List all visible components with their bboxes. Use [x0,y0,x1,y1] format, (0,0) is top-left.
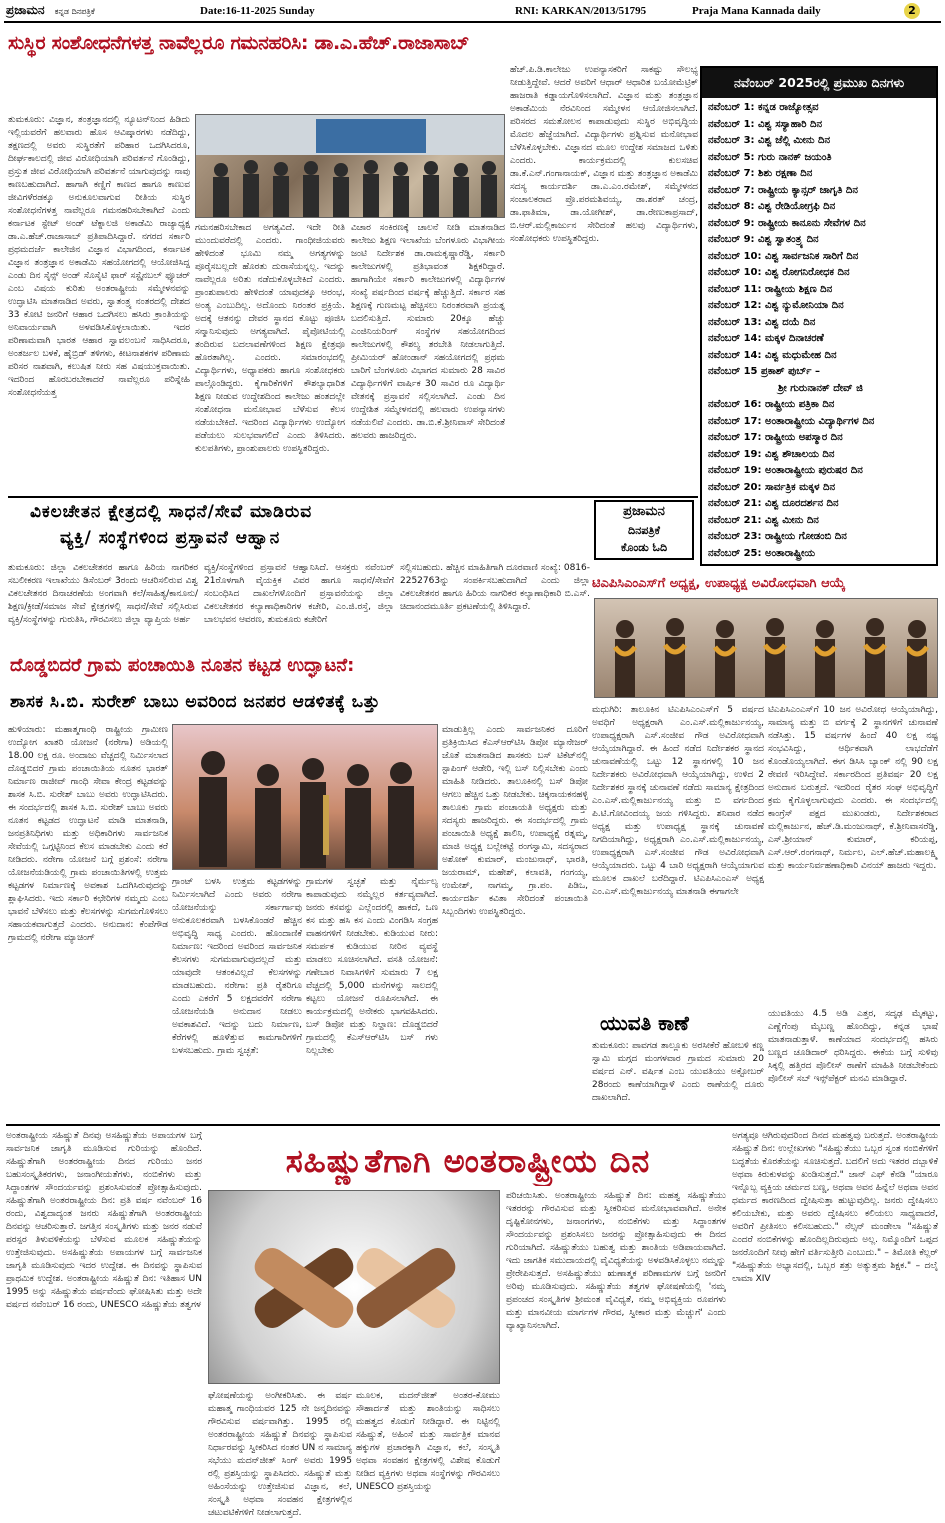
promo-line-3: ಕೊಂಡು ಓದಿ [620,541,668,554]
promo-box [594,500,694,560]
hands-photo-art [209,1191,500,1384]
tolerance-column-3: ಮೂಲಕ, ಮದನ್‌ಜೀತ್ ಅಂತರ-ಕೋಮು ಸೌಹಾರ್ದತೆ ಮತ್ತು ಶಾಂತಿಯನ್ನು ಸಾಧಿಸಲು ಮಹತ್ವದ ಕೊಡುಗೆ ನೀಡಿದ್ದಾರೆ. ಈ ನಿಟ್ಟಿನಲ್ಲಿ ಸಹಿಷ್ಣುತೆ, ಅಹಿಂಸೆ ಮತ್ತು ಸಾರ್ವತ್ರಿಕ ಮಾನವ ಹಕ್ಕುಗಳ ಪ್ರಚಾರಕ್ಕಾಗಿ ವಿಜ್ಞಾನ, ಕಲೆ, ಸಂಸ್ಕೃತಿ ಅಥವಾ ಸಂವಹನ ಕ್ಷೇತ್ರಗಳಲ್ಲಿ ವಿಶೇಷ ಕೊಡುಗೆ ನೀಡಿದ ವ್ಯಕ್ತಿಗಳು ಅಥವಾ ಸಂಸ್ಥೆಗಳನ್ನು ಗೌರವಿಸಲು UNESCO ಪ್ರಶಸ್ತಿಯನ್ನು [356,1391,500,1492]
inauguration-photo [172,724,438,870]
lead-column-4: ಹೆಚ್.ಪಿ.ಡಿ.ಕಾಲೇಜು ಉಪನ್ಯಾಸಕರಿಗೆ ಸಾಕಷ್ಟು ಸೌಲಭ್ಯ ನೀಡುತ್ತಿದ್ದೇವೆ. ಆದರೆ ಅವರಿಗೆ ಆಧಾರ್ ಆಧಾರಿತ ಬಯೋಮೆಟ್ರಿಕ್ ಹಾಜರಾತಿ ಕಡ್ಡಾಯಗೊಳಿಸಲಾಗಿದೆ. ವಿಜ್ಞಾನ ಮತ್ತು ತಂತ್ರಜ್ಞಾನ ಅಕಾಡೆಮಿಯ ನೆರವಿನಿಂದ ಸಮ್ಮೇಳನ ಆಯೋಜಿಸಲಾಗಿದೆ. ಪರಿಸರದ ಸಮತೋಲನ ಕಾಪಾಡುವುದು ಸುಸ್ಥಿರ ಅಭಿವೃದ್ಧಿಯ ಮೊದಲ ಹೆಜ್ಜೆಯಾಗಿದೆ. ವಿದ್ಯಾರ್ಥಿಗಳು ಪ್ರಶ್ನಿಸುವ ಮನೋಭಾವ ಬೆಳೆಸಿಕೊಳ್ಳಬೇಕು. ವಿಜ್ಞಾನದ ಮೂಲ ಉದ್ದೇಶ ಸಮಾಜದ ಒಳಿತು ಎಂದರು. ಕಾರ್ಯಕ್ರಮದಲ್ಲಿ ಕುಲಸಚಿವ ಡಾ.ಕೆ.ಎನ್.ಗಂಗಾನಾಯಕ್, ವಿಜ್ಞಾನ ಮತ್ತು ತಂತ್ರಜ್ಞಾನ ಅಕಾಡೆಮಿ ಸದಸ್ಯ ಕಾರ್ಯದರ್ಶಿ ಡಾ.ಎ.ಎಂ.ರಮೇಶ್, ಸಮ್ಮೇಳನದ ಸಂಚಾಲಕರಾದ ಪ್ರೊ.ಪರಮಶಿವಯ್ಯ, ಡಾ.ಶರತ್ ಚಂದ್ರ, ಡಾ.ಫಾತಿಮಾ, ಡಾ.ಯೋಗೀಶ್, ಡಾ.ರೇಣುಕಾಪ್ರಸಾದ್, ಬಿ.ಆರ್.ಮಲ್ಲಿಕಾರ್ಜುನ ಸೇರಿದಂತೆ ಹಲವು ವಿದ್ಯಾರ್ಥಿಗಳು, ಸಂಶೋಧಕರು ಉಪಸ್ಥಿತರಿದ್ದರು. [510,65,698,244]
lead-column-1: ತುಮಕೂರು: ವಿಜ್ಞಾನ, ತಂತ್ರಜ್ಞಾನದಲ್ಲಿ ನ್ಯೂಟನ್‌ನಿಂದ ಹಿಡಿದು ಇಲ್ಲಿಯವರೆಗೆ ಹಲವಾರು ಹೊಸ ಆವಿಷ್ಕಾರಗಳು ನಡೆದಿದ್ದು, ತಕ್ಷಣದಲ್ಲಿ ಅವರು ಸುಸ್ಥಿರತೆಗೆ ಪರಿಹಾರ ಒದಗಿಸಿದರೂ, ದೀರ್ಘಕಾಲದಲ್ಲಿ ಜೀವ ವಿರೋಧಿಯಾಗಿ ಪರಿವರ್ತನೆ ಗೊಂಡಿದ್ದು, ಪ್ರಸ್ತುತ ಜೀವ ವಿರೋಧಿಯಾಗಿ ಪರಿವರ್ತನೆ ಯಾಗುವುದನ್ನು ನಾವು ಕಾಣಬಹುದಾಗಿದೆ. ಹಾಗಾಗಿ ಕಣ್ಣಿಗೆ ಕಾಣದ ಹಾಗೂ ಕಾಣುವ ಜೀವಿಗಳೆರಡಕ್ಕೂ ಅನುಕೂಲವಾಗುವ ರೀತಿಯ ಸುಸ್ಥಿರ ಸಂಶೋಧನೆಗಳತ್ತ ನಾವೆಲ್ಲರೂ ಗಮನಹರಿಸಬೇಕಾಗಿದೆ ಎಂದು ಕರ್ನಾಟಕ ಸ್ಟೇಟ್ ಅಂಡ್ ಟೆಕ್ನಾಲಜಿ ಅಕಾಡೆಮಿ ರಾಜ್ಯಾಧ್ಯಕ್ಷ ಡಾ.ಎ.ಹೆಚ್.ರಾಜಾಸಾಬ್ ಪ್ರತಿಪಾದಿಸಿದ್ದಾರೆ. ನಗರದ ಸರ್ಕಾರಿ ಪ್ರಥಮದರ್ಜೆ ಕಾಲೇಜಿನ ವಿಜ್ಞಾನ ವಿಭಾಗದಿಂದ, ಕರ್ನಾಟಕ ವಿಜ್ಞಾನ ತಂತ್ರಜ್ಞಾನ ಅಕಾಡೆಮಿ ಸಹಯೋಗದಲ್ಲಿ ಆಯೋಜಿಸಿದ್ದ ಎಂಡು ದಿನ ಸೈನ್ಸ್ ಅಂಡ್ ಸೊಸೈಟಿ ಫಾರ್ ಸಸ್ಟೈನಬಲ್ ಫ್ಯೂಚರ್ ಎಂಬ ವಿಷಯ ಕುರಿತು ಅಂತರಾಷ್ಟ್ರೀಯ ಸಮ್ಮೇಳನವನ್ನು ಉದ್ಘಾಟಿಸಿ ಮಾತನಾಡಿದ ಅವರು, ಸ್ವಾತಂತ್ರ್ಯ ನಂತರದಲ್ಲಿ ದೇಶದ 33 ಕೋಟಿ ಜನರಿಗೆ ಆಹಾರ ಒದಗಿಸಲು ಹಸಿರು ಕ್ರಾಂತಿಯನ್ನು ಅನಿವಾರ್ಯವಾಗಿ ಅಳವಡಿಸಿಕೊಳ್ಳಲಾಯಿತು. ಇದರ ಪರಿಣಾಮವಾಗಿ ಭಾರತ ಆಹಾರ ಸ್ವಾವಲಂಬನೆ ಸಾಧಿಸಿದರೂ, ಅಂತರ್ಜಲ ಬಳಕೆ, ಹೈಬ್ರಿಡ್ ತಳಿಗಳು, ಕೀಟನಾಶಕಗಳ ಪರಿಣಾಮ ಪರಿಸರ ನಾಶವಾಗಿ, ಕಲುಷಿತ ನೀರು ಸಹ ವಿಷಯುಕ್ತವಾಯಿತು. ಇದರಿಂದ ಹೊರಬರಬೇಕಾದರೆ ನಾವೆಲ್ಲರೂ ಪರಿಸ್ನೇಹಿ ಸಂಶೋಧನೆಯತ್ತ [8,115,190,398]
paper-logo [6,3,186,27]
disabled-headline-1: ವಿಕಲಚೇತನ ಕ್ಷೇತ್ರದಲ್ಲಿ ಸಾಧನೆ/ಸೇವೆ ಮಾಡಿರುವ [30,502,313,522]
lead-column-2: ಗಮನಹರಿಸಬೇಕಾದ ಅಗತ್ಯವಿದೆ. ಇದೇ ರೀತಿ ಮುಂದುವರೆದಲ್ಲಿ ಎಂದರು. ಗಾಂಧೀಜಿಯವರು ಹೇಳಿದಂತೆ ಭೂಮಿ ನಮ್ಮ ಅಗತ್ಯಗಳನ್ನು ಪೂರೈಸಬಲ್ಲದೇ ಹೊರತು ದುರಾಸೆಯನ್ನಲ್ಲ. ಇದನ್ನು ನಾವೆಲ್ಲರೂ ಅರಿತು ನಡೆದುಕೊಳ್ಳಬೇಕಿದೆ ಎಂದರು. ಪ್ರಾಂಶುಪಾಲರು ಹೇಳಿದಂತೆ ಯಾವುದಕ್ಕೂ ಆರಂಭ, ಅಂತ್ಯ ಎಂಬುದಿಲ್ಲ. ಅದೊಂದು ನಿರಂತರ ಪ್ರಕ್ರಿಯೆ. ಅದಕ್ಕೆ ಆತನನ್ನು ದೇವರ ಸ್ಥಾನದ ಕೊಟ್ಟು ಪೂಜಿಸಿ ಸನ್ಮಾನಿಸುವುದು ಅಗತ್ಯವಾಗಿದೆ. ಪೈಪೋಟಿಯಲ್ಲಿ ತಂದಿರುವ ಬದಲಾವಣೆಗಳಿಂದ ಶಿಕ್ಷಣ ಕ್ಷೇತ್ರವೂ ಹೊರತಾಗಿಲ್ಲ. ಎಂದರು. ಸಮಾರಂಭದಲ್ಲಿ ವಿದ್ಯಾರ್ಥಿಗಳು, ಅಧ್ಯಾಪಕರು ಹಾಗೂ ಸಂಶೋಧಕರು ಪಾಲ್ಗೊಂಡಿದ್ದರು. ಕೈಗಾರಿಕೆಗಳಿಗೆ ಕೌಶಲ್ಯಾಧಾರಿತ ಶಿಕ್ಷಣ ನೀಡುವ ಉದ್ದೇಶದಿಂದ ಕಾಲೇಜು ಹಂತದಲ್ಲೇ ಸಂಶೋಧನಾ ಮನೋಭಾವ ಬೆಳೆಸುವ ಕೆಲಸ ನಡೆಯಬೇಕಿದೆ. ಇದರಿಂದ ವಿದ್ಯಾರ್ಥಿಗಳು ಉದ್ಯೋಗ ಪಡೆಯಲು ಸುಲಭವಾಗಲಿದೆ ಎಂದು ತಿಳಿಸಿದರು. ಕುಲಪತಿಗಳು, ಪ್ರಾಂಶುಪಾಲರು ಉಪಸ್ಥಿತರಿದ್ದರು. [195,223,345,454]
page-number: 2 [904,3,920,19]
day-item: ನವೆಂಬರ್ 15 ಪ್ರಕಾಶ್ ಪುರ್ಬ್ – [708,366,820,377]
tapcms-headline: ಟಿಎಪಿಸಿಎಂಎಸ್‌ಗೆ ಅಧ್ಯಕ್ಷ, ಉಪಾಧ್ಯಕ್ಷ ಅವಿರೋಧವಾಗಿ ಆಯ್ಕೆ [592,576,846,591]
day-item: ನವೆಂಬರ್ 21: ವಿಶ್ವ ದೂರದರ್ಶನ ದಿನ [708,498,839,509]
day-item: ನವೆಂಬರ್ 25: ಅಂತಾರಾಷ್ಟ್ರೀಯ [708,547,816,559]
hands-photo [208,1190,500,1384]
day-item: ನವೆಂಬರ್ 17: ರಾಷ್ಟ್ರೀಯ ಅಪಸ್ಮಾರ ದಿನ [708,432,843,443]
day-item: ನವೆಂಬರ್ 19: ಅಂತಾರಾಷ್ಟ್ರೀಯ ಪುರುಷರ ದಿನ [708,465,863,476]
day-item: ನವೆಂಬರ್ 7: ರಾಷ್ಟ್ರೀಯ ಕ್ಯಾನ್ಸರ್ ಜಾಗೃತಿ ದಿನ [708,184,858,196]
section-divider [6,1124,940,1126]
day-item: ನವೆಂಬರ್ 20: ಸಾರ್ವತ್ರಿಕ ಮಕ್ಕಳ ದಿನ [708,481,836,493]
promo-line-1: ಪ್ರಜಾಮನ [623,504,665,519]
day-item: ನವೆಂಬರ್ 5: ಗುರು ನಾನಕ್ ಜಯಂತಿ [708,151,832,163]
disabled-column-3: ಸಲ್ಲಿಸಬಹುದು. ಹೆಚ್ಚಿನ ಮಾಹಿತಿಗಾಗಿ ದೂರವಾಣಿ ಸಂಖ್ಯೆ: 0816-2252763ನ್ನು ಸಂಪರ್ಕಿಸಬಹುದಾಗಿದೆ ಎಂದು ಜಿಲ್ಲಾ ವಿಕಲಚೇತನರ ಹಾಗೂ ಹಿರಿಯ ನಾಗರಿಕರ ಕಲ್ಯಾಣಾಧಿಕಾರಿ ಬಿ.ಎಸ್. ಚಿದಾನಂದಮೂರ್ತಿ ಪ್ರಕಟಣೆಯಲ್ಲಿ ತಿಳಿಸಿದ್ದಾರೆ. [400,563,590,612]
panchayat-column-2: ಗ್ರಾಂಟ್ ಬಳಸಿ ಉತ್ತಮ ಕಟ್ಟಡಗಳನ್ನು ನಿರ್ಮಿಸಲಾಗಿದೆ ಎಂದು ಅವರು ನರೇಗಾ ಯೋಜನೆಯನ್ನು ಸರ್ಕಾರ್ಗಾವು ಅನುಕೂಲಕರವಾಗಿ ಬಳಸಿಕೊಂಡರೆ ಹೆಚ್ಚಿನ ಅಭಿವೃದ್ಧಿ ಸಾಧ್ಯ ಎಂದರು. ಹೊಂದಾಣಿಕೆ ನಿರ್ಮಾಣ: ಇದರಿಂದ ಅವರಿಂದ ಸಾರ್ವಜನಿಕ ಕೆಲಸಗಳು ಸುಗಮವಾಗುವುದಲ್ಲದೆ ಮತ್ತು ಯಾವುದೇ ಆತಂಕವಿಲ್ಲದೆ ಕೆಲಸಗಳನ್ನು ಮಾಡಬಹುದು. ನರೇಗಾ: ಪ್ರತಿ ರೈತರಿಗೂ ಎಂದು ಎಕರೆಗೆ 5 ಲಕ್ಷದವರೆಗೆ ನರೇಗಾ ಯೋಜನೆಯಡಿ ಅನುದಾನ ನೀಡಲು ಅವಕಾಶವಿದೆ. ಇದನ್ನು ಬದು ನಿರ್ಮಾಣ, ಕೆರೆಗಳಲ್ಲಿ ಹೂಳೆತ್ತುವ ಕಾಮಗಾರಿಗಳಿಗೆ ಬಳಸಬಹುದು. ಗ್ರಾಮ ಸ್ವಚ್ಛತೆ: [172,877,302,1056]
day-item: ನವೆಂಬರ್ 10: ವಿಶ್ವ ರೋಗನಿರೋಧಕ ದಿನ [708,267,850,278]
day-item: ನವೆಂಬರ್ 7: ಶಿಶು ರಕ್ಷಣಾ ದಿನ [708,168,813,179]
missing-column-1: ತುಮಕೂರು: ಪಾವಗಡ ತಾಲ್ಲೂಕು ಅರಸೀಕೆರೆ ಹೋಬಳಿ ಕಣ್ಣ ಸ್ವಾಮಿ ಮಗ್ಗದ ಮಂಗಳವಾರ ಗ್ರಾಮದ ಸುಮಾರು 20 ವರ್ಷದ ಎನ್. ವರ್ಷಿತ ಎಂಬ ಯುವತಿಯು ಅಕ್ಟೋಬರ್ 28ರಂದು ಕಾಣೆಯಾಗಿದ್ದಾಳೆ ಎಂದು ಠಾಣೆಯಲ್ಲಿ ದೂರು ದಾಖಲಾಗಿದೆ. [592,1041,764,1103]
day-item: ನವೆಂಬರ್ 8: ವಿಶ್ವ ರೇಡಿಯೋಗ್ರಫಿ ದಿನ [708,201,836,212]
panchayat-column-1: ಹುಳಿಯಾರು: ಮಹಾತ್ಮಗಾಂಧಿ ರಾಷ್ಟ್ರೀಯ ಗ್ರಾಮೀಣ ಉದ್ಯೋಗ ಖಾತರಿ ಯೋಜನೆ (ನರೇಗಾ) ಅಡಿಯಲ್ಲಿ 18.00 ಲಕ್ಷ ರೂ. ಅಂದಾಜು ವೆಚ್ಚದಲ್ಲಿ ನಿರ್ಮಿಸಲಾದ ದೊಡ್ಡಬಿದರೆ ಗ್ರಾಮ ಪಂಚಾಯಿತಿಯ ನೂತನ ಭಾರತ್ ನಿರ್ಮಾಣ ರಾಜೀವ್ ಗಾಂಧಿ ಸೇವಾ ಕೇಂದ್ರ ಕಟ್ಟಡವನ್ನು ಶಾಸಕ ಸಿ.ಬಿ. ಸುರೇಶ್ ಬಾಬು ಅವರು ಉದ್ಘಾಟಿಸಿದರು. ಈ ಸಂದರ್ಭದಲ್ಲಿ ಶಾಸಕ ಸಿ.ಬಿ. ಸುರೇಶ್ ಬಾಬು ಅವರು ನೂತನ ಕಟ್ಟಡದ ಉದ್ಘಾಟನೆ ಮಾಡಿ ಮಾತನಾಡಿ, ಜನಪ್ರತಿನಿಧಿಗಳು ಮತ್ತು ಅಧಿಕಾರಿಗಳು ಸಾರ್ವಜನಿಕ ಸೇವೆಯಲ್ಲಿ ಒಗ್ಗಟ್ಟಿನಿಂದ ಕೆಲಸ ಮಾಡಬೇಕು ಎಂದು ಕರೆ ನೀಡಿದರು. ನರೇಗಾ ಯೋಜನೆ ಬಗ್ಗೆ ಪ್ರಶಂಸೆ: ನರೇಗಾ ಯೋಜನೆಯಡಿಯಲ್ಲಿ ಗ್ರಾಮ ಪಂಚಾಯಿತಿಗಳಲ್ಲಿ ಉತ್ತಮ ಕಟ್ಟಡಗಳ ನಿರ್ಮಾಣಕ್ಕೆ ಅವಕಾಶ ಒದಗಿಸಿರುವುದನ್ನು ಶ್ಲಾಘಿಸಿದರು. ಇದು ಸರ್ಕಾರಿ ಕಛೇರಿಗಳ ನಮ್ಮದು ಎಂಬ ಭಾವನೆ ಬೆಳೆಸಲು ಮತ್ತು ಕೆಲಸಗಳನ್ನು ಸುಗಮಗೊಳಿಸಲು ಸಹಾಯಕವಾಗುತ್ತದೆ ಎಂದರು. ಅನುದಾನ: ಕೆಂಪೆಗೌಡ ಗ್ರಾಮದಲ್ಲಿ ನರೇಗಾ ಮ್ಯಾಚಿಂಗ್ [8,725,168,943]
tolerance-headline: ಸಹಿಷ್ಣುತೆಗಾಗಿ ಅಂತರಾಷ್ಟ್ರೀಯ ದಿನ [285,1142,651,1180]
conference-photo [195,114,505,218]
day-item: ನವೆಂಬರ್ 12: ವಿಶ್ವ ನ್ಯುಮೋನಿಯಾ ದಿನ [708,300,844,311]
november-days-box [700,66,938,566]
disabled-column-2: ವ್ಯಕ್ತಿ/ಸಂಸ್ಥೆಗಳಿಂದ ಪ್ರಸ್ತಾವನೆ ಆಹ್ವಾನಿಸಿದೆ. ಆಸಕ್ತರು ನವೆಂಬರ್ 21ರೊಳಗಾಗಿ ವೈಯಕ್ತಿಕ ವಿವರ ಹಾಗೂ ಸಾಧನೆ/ಸೇವೆಗೆ ಸಂಬಂಧಿಸಿದ ದಾಖಲೆಗಳೊಂದಿಗೆ ಪ್ರಸ್ತಾವನೆಯನ್ನು ಜಿಲ್ಲಾ ವಿಕಲಚೇತನರ ಕಲ್ಯಾಣಾಧಿಕಾರಿಗಳ ಕಚೇರಿ, ಎಂ.ಜಿ.ರಸ್ತೆ, ಜಿಲ್ಲಾ ಬಾಲಭವನ ಆವರಣ, ತುಮಕೂರು ಕಚೇರಿಗೆ [204,563,394,625]
day-item: ಶ್ರೀ ಗುರುನಾನಕ್ ದೇವ್ ಜಿ [778,382,863,394]
day-item: ನವೆಂಬರ್ 9: ರಾಷ್ಟ್ರೀಯ ಕಾನೂನು ಸೇವೆಗಳ ದಿನ [708,217,866,229]
day-item: ನವೆಂಬರ್ 16: ರಾಷ್ಟ್ರೀಯ ಪತ್ರಿಕಾ ದಿನ [708,399,835,410]
missing-column-2: ಯುವತಿಯು 4.5 ಅಡಿ ಎತ್ತರ, ಸದೃಢ ಮೈಕಟ್ಟು, ಎಣ್ಣೆಗೆಂಪು ಮೈಬಣ್ಣ ಹೊಂದಿದ್ದು, ಕನ್ನಡ ಭಾಷೆ ಮಾತನಾಡುತ್ತಾಳೆ. ಕಾಣೆಯಾದ ಸಂದರ್ಭದಲ್ಲಿ ಹಸಿರು ಬಣ್ಣದ ಚೂಡಿದಾರ್ ಧರಿಸಿದ್ದರು. ಈಕೆಯ ಬಗ್ಗೆ ಸುಳಿವು ಸಿಕ್ಕಲ್ಲಿ ಹತ್ತಿರದ ಪೊಲೀಸ್ ಠಾಣೆಗೆ ಮಾಹಿತಿ ನೀಡಬೇಕೆಂದು ಪೊಲೀಸ್ ಸಬ್ ಇನ್ಸ್‌ಪೆಕ್ಟರ್ ಮನವಿ ಮಾಡಿದ್ದಾರೆ. [768,1009,938,1084]
day-item: ನವೆಂಬರ್ 23: ರಾಷ್ಟ್ರೀಯ ಗೋಡಂಬಿ ದಿನ [708,531,847,542]
masthead-divider [4,21,941,23]
tapcms-column-2: ಟಿಎಪಿಸಿಎಂಎಸ್‌ಗೆ 10 ಜನ ಅವಿರೋಧ ಆಯ್ಕೆಯಾಗಿದ್ದು, ಸಾಮಾನ್ಯ ಮತ್ತು ಬಿ ವರ್ಗಕ್ಕೆ 2 ಸ್ಥಾನಗಳಿಗೆ ಚುನಾವಣೆ ನಡೆಸಿತ್ತು. 15 ವರ್ಷಗಳ ಹಿಂದೆ 40 ಲಕ್ಷ ನಷ್ಟ ಸಂಭವಿಸಿದ್ದು, ಆರ್ಥಿಕವಾಗಿ ಲಾಭದೆಡೆಗೆ ಕೊಂಡೊಯ್ಯಲಾಗಿದೆ. ಈಗ ಡಿಸಿಸಿ ಬ್ಯಾಂಕ್ ನಲ್ಲಿ 90 ಲಕ್ಷ ಠೇವಣಿ ಇರಿಸಿದ್ದೇವೆ. ಸರ್ಕಾರದಿಂದ ಪ್ರತಿವರ್ಷ 20 ಲಕ್ಷ ಅನುದಾನ ಬರುತ್ತದೆ. ಇದರಿಂದ ರೈತರ ಸಂಘ ಅಭಿವೃದ್ಧಿಗೆ ಕ್ರಮ ಕೈಗೊಳ್ಳಲಾಗುವುದು ಎಂದರು. ಈ ಸಂದರ್ಭದಲ್ಲಿ ಕಾಂಗ್ರೆಸ್ ಪಕ್ಷದ ಮುಖಂಡರು, ನಿರ್ದೇಶಕರಾದ ಮಲ್ಲಿಕಾರ್ಜುನ, ಹೆಚ್.ಡಿ.ಮಂಜುನಾಥ್, ಕೆ.ಶ್ರೀನಿವಾಸರೆಡ್ಡಿ, ಎಸ್.ಶ್ರೀಯಾನ್ ಕುಮಾರ್, ಕರಿಯಪ್ಪ, ಎಸ್.ಆರ್.ರಂಗನಾಥ್, ನಿರ್ಮಲ, ಎಲ್.ಹೆಚ್.ಮಹಾಲಕ್ಷ್ಮಿ ಮತ್ತು ಕಾರ್ಯನಿರ್ವಹಣಾಧಿಕಾರಿ ವಿನಯ್ ಹಾಜರು ಇದ್ದರು. [768,705,938,871]
tolerance-column-1: ಅಂತರಾಷ್ಟ್ರೀಯ ಸಹಿಷ್ಣುತೆ ದಿನವು ಅಸಹಿಷ್ಣುತೆಯ ಅಪಾಯಗಳ ಬಗ್ಗೆ ಸಾರ್ವಜನಿಕ ಜಾಗೃತಿ ಮೂಡಿಸುವ ಗುರಿಯನ್ನು ಹೊಂದಿದೆ. ಸಹಿಷ್ಣುತೆಗಾಗಿ ಅಂತರರಾಷ್ಟ್ರೀಯ ದಿನದ ಗುರಿಯು ಜನರ ಬಹುಸಂಸ್ಕೃತಿಕರಗಳು, ಜನಾಂಗೀಯತೆಗಳು, ನಂಬಿಕೆಗಳು ಮತ್ತು ಸಿದ್ಧಾಂತಗಳ ಸೌಂದರ್ಯವನ್ನು ಪ್ರಶಂಸಿಸುವಂತೆ ಪ್ರೋತ್ಸಾಹಿಸುವುದು. ಸಹಿಷ್ಣುತೆಗಾಗಿ ಅಂತರರಾಷ್ಟ್ರೀಯ ದಿನ: ಪ್ರತಿ ವರ್ಷ ನವೆಂಬರ್ 16 ರಂದು, ವಿಶ್ವದಾದ್ಯಂತ ಜನರು ಸಹಿಷ್ಣುತೆಗಾಗಿ ಅಂತರರಾಷ್ಟ್ರೀಯ ದಿನವನ್ನು ಆಚರಿಸುತ್ತಾರೆ. ಜಗತ್ತಿನ ಸಂಸ್ಕೃತಿಗಳು ಮತ್ತು ಜನರ ನಡುವೆ ಪರಸ್ಪರ ತಿಳುವಳಿಕೆಯನ್ನು ಬೆಳೆಸುವ ಮೂಲಕ ಸಹಿಷ್ಣುತೆಯನ್ನು ಉತ್ತೇಜಿಸುವುದು. ಅಸಹಿಷ್ಣುತೆಯ ಅಪಾಯಗಳ ಬಗ್ಗೆ ಸಾರ್ವಜನಿಕ ಜಾಗೃತಿ ಮೂಡಿಸುವುದು ಇದರ ಉದ್ದೇಶ. ಈ ದಿನವನ್ನು ಸ್ಥಾಪಿಸುವ ಪ್ರಾಥಮಿಕ ಉದ್ದೇಶ. ಅಂತರಾಷ್ಟ್ರೀಯ ಸಹಿಷ್ಣುತೆ ದಿನ: ಇತಿಹಾಸ UN 1995 ಅನ್ನು ಸಹಿಷ್ಣುತೆಯ ವರ್ಷವೆಂದು ಘೋಷಿಸಿತು ಮತ್ತು ಅದೇ ವರ್ಷದ ನವೆಂಬರ್ 16 ರಂದು, UNESCO ಸಹಿಷ್ಣುತೆಯ ತತ್ವಗಳ [6,1131,202,1310]
panchayat-column-4: ಮಾಡುತ್ತಿಲ್ಲ ಎಂದು ಸಾರ್ವಜನಿಕರ ದೂರಿಗೆ ಪ್ರತಿಕ್ರಿಯಿಸಿದ ಕೆಎಸ್‌ಆರ್‌ಟಿಸಿ ಡಿಪೋ ಮ್ಯಾನೇಜರ್ ಜೊತೆ ಮಾತನಾಡಿದ ಶಾಸಕರು ಬಸ್ ಟಿಕೆಟ್‌ನಲ್ಲಿ ಸ್ಟಾಪಿಂಗ್ ಆಡೇರಿ, ಇಲ್ಲಿ ಬಸ್ ನಿಲ್ಲಿಸಬೇಕು ಎಂದು ಮಾಹಿತಿ ನೀಡಿದರು. ತಾಲೂಕಿನಲ್ಲಿ ಬಸ್ ಡಿಪೋ ಆಗಲು ಹೆಚ್ಚಿನ ಒತ್ತು ನೀಡಬೇಕು. ಚಿಕ್ಕನಾಯಕನಹಳ್ಳಿ ತಾಲೂಕು ಗ್ರಾಮ ಪಂಚಾಯತಿ ಅಧ್ಯಕ್ಷರು ಮತ್ತು ಸದಸ್ಯರು ಹಾಜರಿದ್ದರು. ಈ ಸಂದರ್ಭದಲ್ಲಿ ಗ್ರಾಮ ಪಂಚಾಯಿತಿ ಅಧ್ಯಕ್ಷೆ ಶಾಲಿನಿ, ಉಪಾಧ್ಯಕ್ಷೆ ರತ್ನಮ್ಮ, ಮಾಜಿ ಅಧ್ಯಕ್ಷ ಬಲ್ಲೇಕಟ್ಟೆ ರಂಗಸ್ವಾಮಿ, ಸದಸ್ಯರಾದ ಅಶೋಕ್ ಕುಮಾರ್, ಮಂಜುನಾಥ್, ಭಾರತಿ, ಜಯರಾಮ್, ಮಹೇಶ್, ಕಲಾವತಿ, ಗಂಗಯ್ಯ, ಉಮೇಶ್, ನಾಗಮ್ಮ, ಗ್ರಾ.ಪಂ. ಪಿಡಿಒ, ಕಾರ್ಯದರ್ಶಿ ಕವಿತಾ ಸೇರಿದಂತೆ ಪಂಚಾಯಿತಿ ಸಿಬ್ಬಂದಿಗಳು ಉಪಸ್ಥಿತರಿದ್ದರು. [442,725,588,917]
lead-column-3: ವಿಚಾರ ಸಂಕಿರಣಕ್ಕೆ ಚಾಲನೆ ನೀಡಿ ಮಾತನಾಡಿದ ಕಾಲೇಜು ಶಿಕ್ಷಣ ಇಲಾಖೆಯ ಬೆಂಗಳೂರು ವಿಭಾಗೀಯ ಜಂಟಿ ನಿರ್ದೇಶಕ ಡಾ.ರಾಮಕೃಷ್ಣಾರೆಡ್ಡಿ, ಸರ್ಕಾರಿ ಕಾಲೇಜುಗಳಲ್ಲಿ ಪ್ರತಿಭಾವಂತ ಶಿಕ್ಷಕರಿದ್ದಾರೆ. ಹಾಗಾಗಿಯೇ ಸರ್ಕಾರಿ ಕಾಲೇಜುಗಳಲ್ಲಿ ವಿದ್ಯಾರ್ಥಿಗಳ ಸಂಖ್ಯೆ ಪರ್ಷದಿಂದ ವರ್ಷಕ್ಕೆ ಹೆಚ್ಚುತ್ತಿದೆ. ಸರ್ಕಾರ ಸಹ ಶಿಕ್ಷಣಕ್ಕೆ ಗುಣಮಟ್ಟ ಹೆಚ್ಚಿಸಲು ನಿರಂತರವಾಗಿ ಪ್ರಯತ್ನ ಬದಲಿಸುತ್ತಿದೆ. ಸುಮಾರು 20ಕ್ಕೂ ಹೆಚ್ಚು ಎಂಜಿನಿಯರಿಂಗ್ ಸಂಸ್ಥೆಗಳ ಸಹಯೋಗದಿಂದ ಕಾಲೇಜುಗಳಲ್ಲಿ ಕೌಶಲ್ಯ ತರಬೇತಿ ನೀಡಲಾಗುತ್ತಿದೆ. ಪ್ರೀಮಿಯರ್ ಹೋಂಡಾನ್ ಸಹಯೋಗದಲ್ಲಿ ಪ್ರಥಮ ಬಾರಿಗೆ ಬೆಂಗಳೂರು ವಿಭಾಗದ ಸುಮಾರು 28 ಸಾವಿರ ವಿದ್ಯಾರ್ಥಿಗಳಿಗೆ ವಾರ್ಷಿಕ 30 ಸಾವಿರ ರೂ ವಿದ್ಯಾರ್ಥಿ ವೇತನಕ್ಕೆ ಪ್ರಸ್ತಾವನೆ ಸಲ್ಲಿಸಲಾಗಿದೆ. ಎಂಡು ದಿನ ಉದ್ದೇಶಿತ ಸಮ್ಮೇಳನದಲ್ಲಿ ಹಲವಾರು ಉಪನ್ಯಾಸಗಳು ನಡೆಯಲಿವೆ ಎಂದರು. ಡಾ.ಬಿ.ಕೆ.ಶ್ರೀನಿವಾಸ್ ಸೇರಿದಂತೆ ಹಲವರು ಹಾಜರಿದ್ದರು. [351,223,505,441]
conference-photo-art [196,115,505,218]
paper-sub: ಕನ್ನಡ ದಿನಪತ್ರಿಕೆ [54,7,95,16]
day-item: ನವೆಂಬರ್ 1: ವಿಶ್ವ ಸಸ್ಯಾಹಾರಿ ದಿನ [708,118,823,130]
paper-title-english: Praja Mana Kannada daily [692,5,821,17]
day-item: ನವೆಂಬರ್ 1: ಕನ್ನಡ ರಾಜ್ಯೋತ್ಸವ [708,102,819,113]
tolerance-column-2: ಘೋಷಣೆಯನ್ನು ಅಂಗೀಕರಿಸಿತು. ಈ ವರ್ಷ ಮಹಾತ್ಮ ಗಾಂಧಿಯವರ 125 ನೇ ಜನ್ಮದಿನವನ್ನು ಗೌರವಿಸುವ ವರ್ಷವಾಗಿತ್ತು. 1995 ರಲ್ಲಿ ಅಂತರರಾಷ್ಟ್ರೀಯ ಸಹಿಷ್ಣುತೆ ದಿನವನ್ನು ಸ್ಥಾಪಿಸುವ ನಿರ್ಧಾರವನ್ನು ಸ್ವೀಕರಿಸಿದ ನಂತರ UN ನ ಸಾಮಾನ್ಯ ಸಭೆಯು ಮದನ್‌ಜೀತ್ ಸಿಂಗ್ ಅವರು 1995 ರಲ್ಲಿ ಪ್ರಶಸ್ತಿಯನ್ನು ಸ್ಥಾಪಿಸಿದರು. ಸಹಿಷ್ಣುತೆ ಮತ್ತು ಅಹಿಂಸೆಯನ್ನು ಉತ್ತೇಜಿಸುವ ವಿಜ್ಞಾನ, ಕಲೆ, ಸಂಸ್ಕೃತಿ ಅಥವಾ ಸಂವಹನ ಕ್ಷೇತ್ರಗಳಲ್ಲಿನ ಚಟುವಟಿಕೆಗಳಿಗೆ ನೀಡಲಾಗುತ್ತದೆ. [208,1391,352,1518]
tolerance-column-5: ಅಗತ್ಯವೂ ಆಗಿರುವುದರಿಂದ ದಿನದ ಮಹತ್ವವು ಬರುತ್ತದೆ. ಅಂತರಾಷ್ಟ್ರೀಯ ಸಹಿಷ್ಣುತೆ ದಿನ: ಉಲ್ಲೇಖಗಳು "ಸಹಿಷ್ಣುತೆಯು ಒಬ್ಬರ ಸ್ವಂತ ನಂಬಿಕೆಗಳಿಗೆ ಬದ್ಧತೆಯ ಕೊರತೆಯನ್ನು ಸೂಚಿಸುತ್ತದೆ. ಬದಲಿಗೆ ಅದು ಇತರರ ದಬ್ಬಾಳಿಕೆ ಅಥವಾ ಕಿರುಕುಳವನ್ನು ಖಂಡಿಸುತ್ತದೆ." ಜಾನ್ ಎಫ್ ಕೆನಡಿ "ಯಾರೂ ಇನ್ನೊಬ್ಬ ವ್ಯಕ್ತಿಯ ಚರ್ಮದ ಬಣ್ಣ, ಅಥವಾ ಅವನ ಹಿನ್ನೆಲೆ ಅಥವಾ ಅವನ ಧರ್ಮದ ಕಾರಣದಿಂದ ದ್ವೇಷಿಸುತ್ತಾ ಹುಟ್ಟುವುದಿಲ್ಲ. ಜನರು ದ್ವೇಷಿಸಲು ಕಲಿಯಬೇಕು, ಮತ್ತು ಅವರು ದ್ವೇಷಿಸಲು ಕಲಿಯಲು ಸಾಧ್ಯವಾದರೆ, ಅವರಿಗೆ ಪ್ರೀತಿಸಲು ಕಲಿಸಬಹುದು." ನೆಲ್ಸನ್ ಮಂಡೇಲಾ "ಸಹಿಷ್ಣುತೆ ಎಂದರೆ ನಂಬಿಕೆಗಳನ್ನು ಹೊಂದಿಲ್ಲದಿರುವುದು ಅಲ್ಲ. ನಿಮ್ಮೊಂದಿಗೆ ಒಪ್ಪದ ಜನರೊಂದಿಗೆ ನೀವು ಹೇಗೆ ವರ್ತಿಸುತ್ತೀರಿ ಎಂಬುದು." – ತಿಮೋತಿ ಕೆಲ್ಲರ್ "ಸಹಿಷ್ಣುತೆಯ ಅಭ್ಯಾಸದಲ್ಲಿ, ಒಬ್ಬರ ಶತ್ರು ಅತ್ಯುತ್ತಮ ಶಿಕ್ಷಕ." – ದಲೈ ಲಾಮಾ XIV [732,1131,938,1284]
tapcms-column-1: ಮಧುಗಿರಿ: ತಾಲೂಕಿನ ಟಿಎಪಿಸಿಎಂಎಸ್‌ಗೆ 5 ವರ್ಷದ ಅವಧಿಗೆ ಅಧ್ಯಕ್ಷರಾಗಿ ಎಂ.ಎಸ್.ಮಲ್ಲಿಕಾರ್ಜುನಯ್ಯ, ಉಪಾಧ್ಯಕ್ಷರಾಗಿ ಎಸ್.ಸಂಜೀವ ಗೌಡ ಅವಿರೋಧವಾಗಿ ಆಯ್ಕೆಯಾಗಿದ್ದಾರೆ. ಈ ಹಿಂದೆ ನಡೆದ ನಿರ್ದೇಶಕರ ಸ್ಥಾನದ ಚುನಾವಣೆಯಲ್ಲಿ ಒಟ್ಟು 12 ಸ್ಥಾನಗಳಲ್ಲಿ 10 ಜನ ನಿರ್ದೇಶಕರು ಅವಿರೋಧವಾಗಿ ಆಯ್ಕೆಯಾಗಿದ್ದು, ಉಳಿದ 2 ನಿರ್ದೇಶಕರ ಸ್ಥಾನಕ್ಕೆ ಚುನಾವಣೆ ನಡೆದು ಸಾಮಾನ್ಯ ಕ್ಷೇತ್ರದಿಂದ ಎಂ.ಎಸ್.ಮಲ್ಲಿಕಾರ್ಜುನಯ್ಯ ಮತ್ತು ಬಿ ವರ್ಗದಿಂದ ಪಿ.ಟಿ.ಗೋವಿಂದಯ್ಯ ಜಯ ಗಳಿಸಿದ್ದರು. ಶನಿವಾರ ನಡೆದ ಅಧ್ಯಕ್ಷ ಮತ್ತು ಉಪಾಧ್ಯಕ್ಷ ಸ್ಥಾನಕ್ಕೆ ಚುನಾವಣೆ ನಿಗದಿಯಾಗಿದ್ದು, ಅಧ್ಯಕ್ಷರಾಗಿ ಎಂ.ಎಸ್.ಮಲ್ಲಿಕಾರ್ಜುನಯ್ಯ, ಉಪಾಧ್ಯಕ್ಷರಾಗಿ ಎಸ್.ಸಂಜೀವ ಗೌಡ ಅವಿರೋಧವಾಗಿ ಆಯ್ಕೆಯಾದರು. ಒಟ್ಟು 4 ಬಾರಿ ಅಧ್ಯಕ್ಷರಾಗಿ ಆಯ್ಕೆಯಾಗುವ ಮೂಲಕ ದಾಖಲೆ ಬರೆದಿದ್ದಾರೆ. ಟಿಎಪಿಸಿಎಂಎಸ್ ಅಧ್ಯಕ್ಷ ಎಂ.ಎಸ್.ಮಲ್ಲಿಕಾರ್ಜುನಯ್ಯ ಮಾತನಾಡಿ ಈಗಾಗಲೇ [592,705,764,897]
promo-line-2: ದಿನಪತ್ರಿಕೆ [628,524,660,537]
disabled-headline-2: ವ್ಯಕ್ತಿ/ ಸಂಸ್ಥೆಗಳಿಂದ ಪ್ರಸ್ತಾವನೆ ಆಹ್ವಾನ [60,528,281,548]
inauguration-photo-art [173,725,438,870]
tapcms-photo [594,598,938,698]
disabled-column-1: ತುಮಕೂರು: ಜಿಲ್ಲಾ ವಿಕಲಚೇತನರ ಹಾಗೂ ಹಿರಿಯ ನಾಗರಿಕರ ಸಬಲೀಕರಣ ಇಲಾಖೆಯು ಡಿಸೆಂಬರ್ 3ರಂದು ಆಚರಿಸಲಿರುವ ವಿಶ್ವ ವಿಕಲಚೇತನರ ದಿನಾಚರಣೆಯ ಅಂಗವಾಗಿ ಕಲೆ/ಸಾಹಿತ್ಯ/ಕಾನೂನು/ಶಿಕ್ಷಣ/ಕ್ರೀಡೆ/ಸಮಾಜ ಸೇವೆ ಕ್ಷೇತ್ರಗಳಲ್ಲಿ ಸಾಧನೆ/ಸೇವೆ ಸಲ್ಲಿಸಿರುವ ವ್ಯಕ್ತಿ/ಸಂಸ್ಥೆಗಳನ್ನು ಗುರುತಿಸಿ, ಗೌರವಿಸಲು ಜಿಲ್ಲಾ ವ್ಯಾಪ್ತಿಯ ಅರ್ಹ [8,563,198,625]
day-item: ನವೆಂಬರ್ 11: ರಾಷ್ಟ್ರೀಯ ಶಿಕ್ಷಣ ದಿನ [708,283,833,295]
panchayat-headline-2: ಶಾಸಕ ಸಿ.ಬಿ. ಸುರೇಶ್ ಬಾಬು ಅವರಿಂದ ಜನಪರ ಆಡಳಿತಕ್ಕೆ ಒತ್ತು [10,692,381,712]
rni-number: RNI: KARKAN/2013/51795 [515,5,647,17]
paper-name: ಪ್ರಜಾಮನ [6,3,45,17]
panchayat-column-3: ಗ್ರಾಮಗಳ ಸ್ವಚ್ಛತೆ ಮತ್ತು ನೈರ್ಮಲ್ಯ ಕಾಪಾಡುವುದು ನಮ್ಮೆಲ್ಲರ ಕರ್ತವ್ಯವಾಗಿದೆ. ಜನರು ಕಸವನ್ನು ಎಲ್ಲೆಂದರಲ್ಲಿ ಹಾಕದೆ, ಒಣ ಕಸ ಮತ್ತು ಹಸಿ ಕಸ ಎಂದು ವಿಂಗಡಿಸಿ ಸಂಗ್ರಹ ವಾಹನಗಳಿಗೆ ನೀಡಬೇಕು. ಕುಡಿಯುವ ನೀರು: ಸಮರ್ಪಕ ಕುಡಿಯುವ ನೀರಿನ ವ್ಯವಸ್ಥೆ ಮಾಡಲು ಸೂಚಿಸಲಾಗಿದೆ. ವಸತಿ ಯೋಜನೆ: ಗಣೇಬಾರ ನಿವಾಸಿಗಳಿಗೆ ಸುಮಾರು 7 ಲಕ್ಷ ವೆಚ್ಚದಲ್ಲಿ 5,000 ಮನೆಗಳನ್ನು ಸಾಲದಲ್ಲಿ ಕಟ್ಟಲು ಯೋಜನೆ ರೂಪಿಸಲಾಗಿದೆ. ಈ ಕಾರ್ಯಕ್ರಮದಲ್ಲಿ ಅನೇಕರು ಭಾಗವಹಿಸಿದರು. ಬಸ್ ಡಿಪೋ ಮತ್ತು ನಿಲ್ದಾಣ: ದೊಡ್ಡಬಿದರೆ ಗ್ರಾಮದಲ್ಲಿ ಕೆಎಸ್ಆರ್‌ಟಿಸಿ ಬಸ್ ಗಳು ನಿಲ್ಲಬೇಕು [306,877,438,1056]
november-days-title: ನವೆಂಬರ್ 2025ರಲ್ಲಿ ಪ್ರಮುಖ ದಿನಗಳು [702,68,936,98]
lead-headline: ಸುಸ್ಥಿರ ಸಂಶೋಧನೆಗಳತ್ತ ನಾವೆಲ್ಲರೂ ಗಮನಹರಿಸಿ: ಡಾ.ಎ.ಹೆಚ್.ರಾಜಾಸಾಬ್ [8,32,470,54]
day-item: ನವೆಂಬರ್ 3: ವಿಶ್ವ ಜೆಲ್ಲಿ ಮೀನು ದಿನ [708,135,831,146]
day-item: ನವೆಂಬರ್ 9: ವಿಶ್ವ ಸ್ವಾತಂತ್ರ್ಯ ದಿನ [708,234,819,245]
day-item: ನವೆಂಬರ್ 21: ವಿಶ್ವ ಮೀನು ದಿನ [708,514,819,526]
day-item: ನವೆಂಬರ್ 10: ವಿಶ್ವ ಸಾರ್ವಜನಿಕ ಸಾರಿಗೆ ದಿನ [708,250,859,262]
tapcms-photo-art [595,599,938,698]
november-days-list [708,100,934,562]
panchayat-headline-1: ದೊಡ್ಡಬಿದರೆ ಗ್ರಾಮ ಪಂಚಾಯಿತಿ ನೂತನ ಕಟ್ಟಡ ಉದ್ಘಾಟನೆ: [10,655,355,676]
day-item: ನವೆಂಬರ್ 19: ವಿಶ್ವ ಶೌಚಾಲಯ ದಿನ [708,448,835,460]
day-item: ನವೆಂಬರ್ 17: ಅಂತಾರಾಷ್ಟ್ರೀಯ ವಿದ್ಯಾರ್ಥಿಗಳ ದಿನ [708,415,875,427]
day-item: ನವೆಂಬರ್ 14: ವಿಶ್ವ ಮಧುಮೇಹ ದಿನ [708,349,837,361]
missing-headline: ಯುವತಿ ಕಾಣೆ [600,1011,689,1035]
tolerance-column-4: ಪರಿಚಯಿಸಿತು. ಅಂತರಾಷ್ಟ್ರೀಯ ಸಹಿಷ್ಣುತೆ ದಿನ: ಮಹತ್ವ ಸಹಿಷ್ಣುತೆಯು ಇತರರನ್ನು ಗೌರವಿಸುವ ಮತ್ತು ಸ್ವೀಕರಿಸುವ ಮನೋಭಾವವಾಗಿದೆ. ಅನೇಕ ದೃಷ್ಟಿಕೋನಗಳು, ಜನಾಂಗಗಳು, ನಂಬಿಕೆಗಳು ಮತ್ತು ಸಿದ್ಧಾಂತಗಳ ಸೌಂದರ್ಯವನ್ನು ಪ್ರಶಂಸಿಸಲು ಜನರನ್ನು ಪ್ರೋತ್ಸಾಹಿಸುವುದು ಈ ದಿನದ ಗುರಿಯಾಗಿದೆ. ಸಹಿಷ್ಣುತೆಯು ಬಹುತ್ವ ಮತ್ತು ಶಾಂತಿಯ ಅಡಿಪಾಯವಾಗಿದೆ. ಇದು ಜಾಗತಿಕ ಸಮುದಾಯದಲ್ಲಿ ವೈವಿಧ್ಯತೆಯನ್ನು ಅಳವಡಿಸಿಕೊಳ್ಳಲು ನಮ್ಮನ್ನು ಪ್ರೇರೇಪಿಸುತ್ತದೆ. ಅಸಹಿಷ್ಣುತೆಯು ಋಣಾತ್ಮಕ ಪರಿಣಾಮಗಳ ಬಗ್ಗೆ ಜನರಿಗೆ ಅರಿವು ಮೂಡಿಸುವುದು. ಸಹಿಷ್ಣುತೆಯ ತತ್ವಗಳ ಘೋಷಣೆಯಲ್ಲಿ 'ನಮ್ಮ ಪ್ರಪಂಚದ ಸಂಸ್ಕೃತಿಗಳ ಶ್ರೀಮಂತ ವೈವಿಧ್ಯತೆ, ನಮ್ಮ ಅಭಿವ್ಯಕ್ತಿಯ ರೂಪಗಳು ಮತ್ತು ಮಾನವೀಯ ಮಾರ್ಗಗಳ ಗೌರವ, ಸ್ವೀಕಾರ ಮತ್ತು ಮೆಚ್ಚುಗೆ' ಎಂದು ವ್ಯಾಖ್ಯಾನಿಸಲಾಗಿದೆ. [506,1191,726,1331]
issue-date: Date:16-11-2025 Sunday [200,5,315,17]
day-item: ನವೆಂಬರ್ 13: ವಿಶ್ವ ದಯೆ ದಿನ [708,316,816,328]
day-item: ನವೆಂಬರ್ 14: ಮಕ್ಕಳ ದಿನಾಚರಣೆ [708,333,824,344]
masthead [0,0,945,66]
